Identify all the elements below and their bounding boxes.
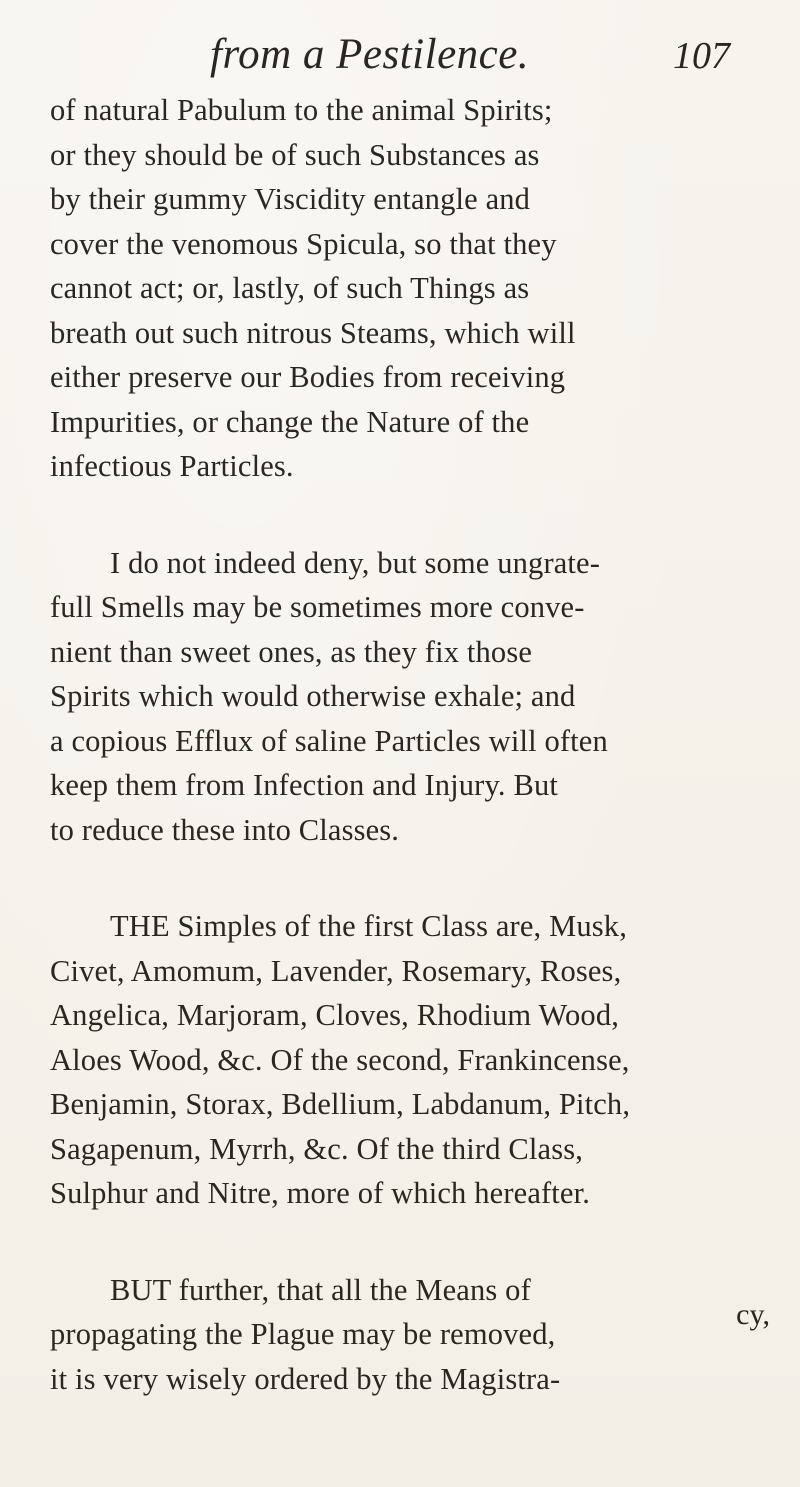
text-line: Angelica, Marjoram, Cloves, Rhodium Wood, [50, 998, 619, 1032]
text-line: I do not indeed deny, but some ungrate- [110, 545, 601, 580]
page-header [210, 30, 730, 90]
paragraph-3 [50, 904, 770, 1216]
catchword: cy, [736, 1298, 770, 1331]
text-line: Impurities, or change the Nature of the [50, 404, 530, 439]
text-line: Aloes Wood, &c. Of the second, Frankincense, [50, 1042, 630, 1077]
text-line: either preserve our Bodies from receiving [50, 360, 566, 394]
text-line: Sagapenum, Myrrh, &c. Of the third Class, [50, 1131, 584, 1166]
text-line: Civet, Amomum, Lavender, Rosemary, Roses, [50, 953, 622, 988]
text-line: cannot act; or, lastly, of such Things as [50, 271, 530, 305]
text-line: infectious Particles. [50, 449, 294, 483]
text-line: propagating the Plague may be removed, [50, 1317, 556, 1351]
text-line: to reduce these into Classes. [50, 812, 400, 847]
text-line: THE Simples of the first Class are, Musk, [110, 909, 627, 943]
body-text [50, 88, 770, 1401]
text-line: by their gummy Viscidity entangle and [50, 182, 531, 216]
text-line: Benjamin, Storax, Bdellium, Labdanum, Pitch, [50, 1087, 631, 1121]
text-line: a copious Efflux of saline Particles will often [50, 723, 608, 758]
paragraph-2 [50, 541, 770, 853]
text-line: BUT further, that all the Means of [110, 1272, 531, 1307]
text-line: nient than sweet ones, as they fix those [50, 634, 533, 669]
text-line: or they should be of such Substances as [50, 137, 540, 172]
text-line: breath out such nitrous Steams, which will [50, 315, 576, 350]
text-line: of natural Pabulum to the animal Spirits; [50, 93, 553, 127]
paragraph-1 [50, 88, 770, 489]
text-line: cover the venomous Spicula, so that they [50, 226, 557, 261]
text-line: keep them from Infection and Injury. But [50, 768, 558, 802]
paragraph-4 [50, 1268, 770, 1402]
text-line: Sulphur and Nitre, more of which hereafter. [50, 1176, 591, 1210]
text-line: Spirits which would otherwise exhale; and [50, 679, 576, 713]
text-line: full Smells may be sometimes more conve- [50, 590, 585, 624]
page-number: 107 [673, 35, 730, 77]
text-line: it is very wisely ordered by the Magistra- [50, 1361, 561, 1396]
running-title: from a Pestilence. [210, 31, 530, 78]
